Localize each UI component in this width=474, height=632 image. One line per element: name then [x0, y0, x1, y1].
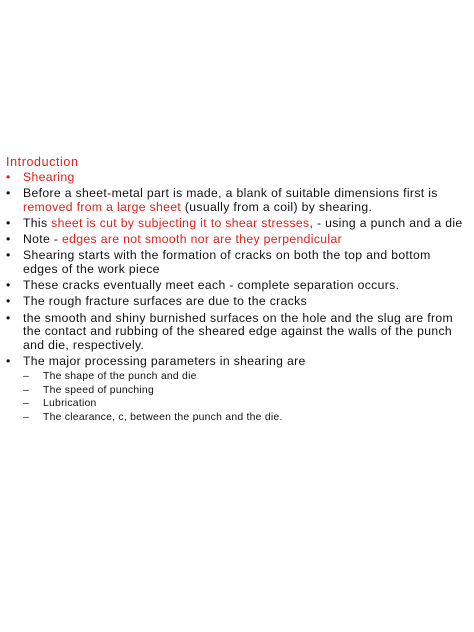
slide-content: [6, 155, 468, 427]
bullet-text: The rough fracture surfaces are due to the cracks: [23, 294, 308, 309]
bullet-text: the smooth and shiny burnished surfaces on the hole and the slug are from the contact and rubbing of the sheared edge against the walls of the punch and die, respectively.: [23, 310, 454, 352]
bullet-parameters: [6, 355, 468, 424]
sub-item-lubrication: – Lubrication: [23, 397, 468, 410]
sub-list: [23, 370, 468, 424]
bullet-cracks-meet: [6, 279, 468, 293]
bullet-fracture: [6, 295, 468, 309]
bullet-sheet-cut: [6, 217, 468, 231]
bullet-blank: [6, 187, 468, 214]
bullet-shearing: [6, 171, 468, 185]
bullet-text: Shearing: [23, 170, 75, 184]
bullet-highlight: edges are not smooth nor are they perpendicular: [62, 232, 343, 247]
bullet-text: Shearing starts with the formation of cracks on both the top and bottom edges of the work piece: [23, 248, 431, 276]
bullet-text: The major processing parameters in shearing are: [23, 353, 306, 368]
bullet-list: [6, 171, 468, 424]
bullet-text: Note -: [23, 232, 63, 247]
slide-title: Introduction: [6, 155, 79, 169]
sub-item-shape: – The shape of the punch and die: [23, 370, 468, 383]
sub-item-speed: – The speed of punching: [23, 384, 468, 397]
bullet-text: Before a sheet-metal part is made, a blank of suitable dimensions first is: [23, 186, 438, 201]
bullet-text: , - using a punch and a die: [309, 215, 463, 230]
bullet-text: These cracks eventually meet each - complete separation occurs.: [23, 278, 400, 293]
bullet-burnished: [6, 312, 468, 353]
bullet-highlight: removed from a large sheet: [23, 199, 182, 214]
bullet-cracks-start: [6, 249, 468, 276]
sub-item-clearance: – The clearance, c, between the punch and the die.: [23, 411, 468, 424]
bullet-text: This: [23, 215, 52, 230]
bullet-text: (usually from a coil) by shearing.: [181, 199, 373, 214]
bullet-note: [6, 233, 468, 247]
bullet-highlight: sheet is cut by subjecting it to shear stresses: [51, 215, 310, 230]
